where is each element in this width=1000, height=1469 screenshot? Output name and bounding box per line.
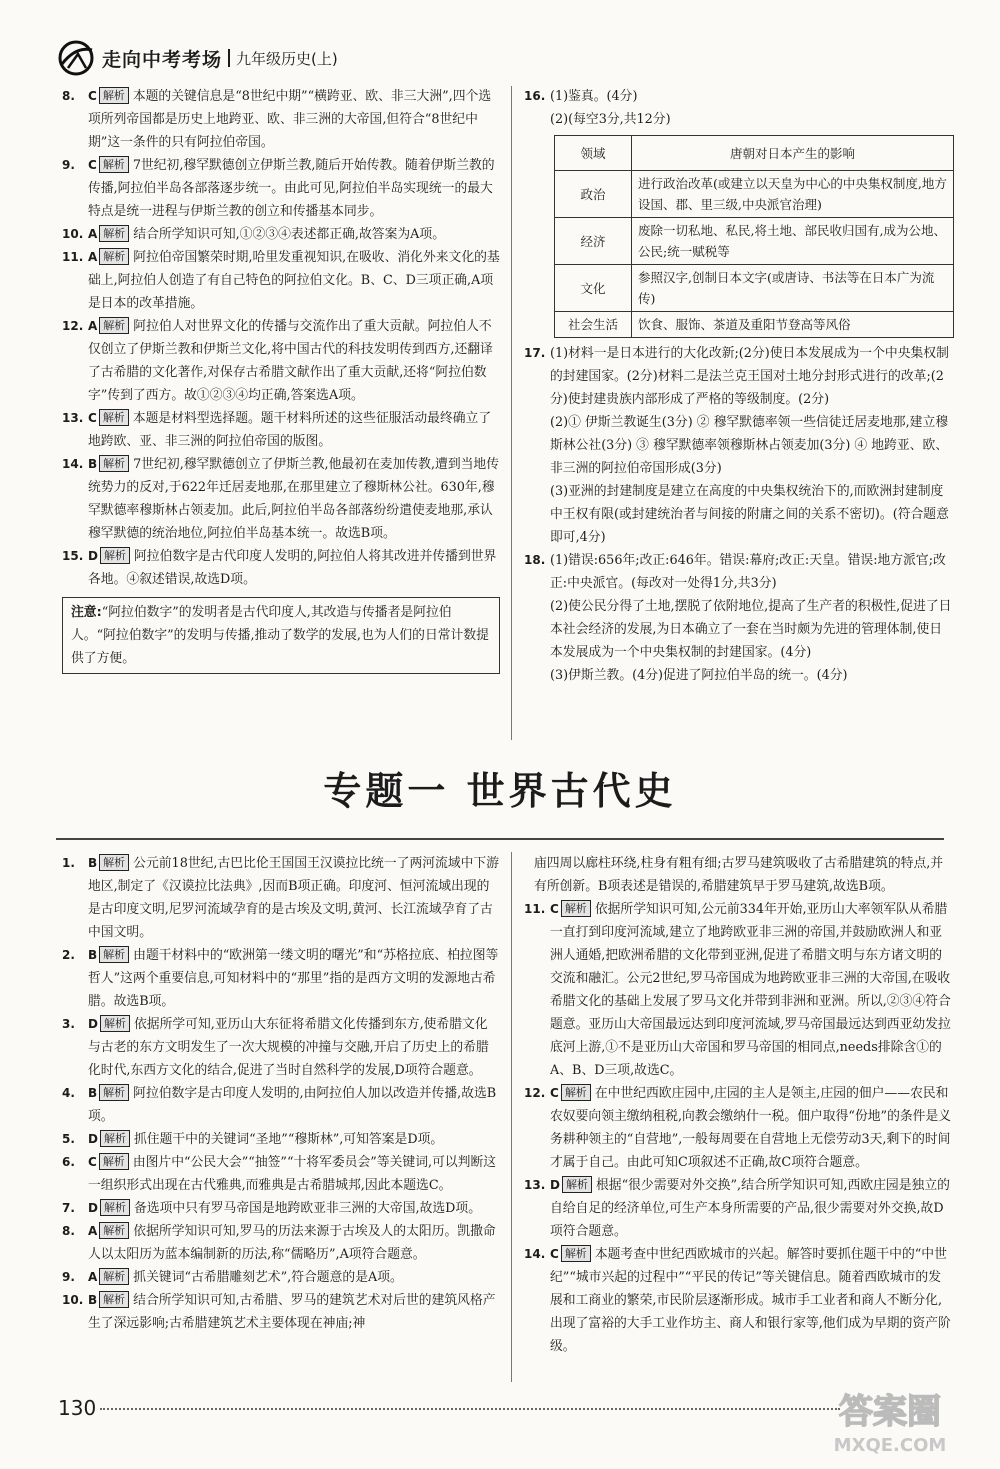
analysis-tag: 解析 (99, 156, 129, 173)
analysis-tag: 解析 (99, 248, 129, 265)
analysis-tag: 解析 (99, 455, 129, 472)
answer-part-1: (1)错误:656年;改正:646年。错误:幕府;改正:天皇。错误:地方派官;改正:中央派官。(每改对一处得1分,共3分) (550, 553, 946, 591)
answer-item (62, 223, 500, 246)
answer-item (62, 1151, 500, 1197)
item-number: 15. (62, 549, 84, 563)
answer-item (62, 852, 500, 944)
answer-item-16 (524, 85, 952, 108)
item-number: 11. (524, 902, 546, 916)
answer-choice: A (88, 227, 98, 241)
analysis-tag: 解析 (99, 409, 129, 426)
answer-choice: D (88, 1017, 98, 1031)
analysis-text: 抓关键词“古希腊雕刻艺术”,符合题意的是A项。 (133, 1270, 403, 1285)
table-row (555, 265, 954, 312)
item-number: 16. (524, 89, 546, 103)
analysis-text: 本题考查中世纪西欧城市的兴起。解答时要抓住题干中的“中世纪”“城市兴起的过程中”“平民的传记”等关键信息。随着西欧城市的发展和工商业的繁荣,市民阶层逐渐形成。城市手工业者和商人不断分化,出现了富裕的大手工业作坊主、商人和银行家等,他们成为早期的资产阶级。 (550, 1247, 951, 1354)
continued-text: 庙四周以廊柱环绕,柱身有粗有细;古罗马建筑吸收了古希腊建筑的特点,并有所创新。B项表述是错误的,希腊建筑早于罗马建筑,故选B项。 (534, 856, 944, 894)
answer-item-18 (524, 549, 952, 595)
answer-item (62, 1220, 500, 1266)
item-number: 18. (524, 553, 546, 567)
influence-table (554, 135, 954, 338)
answer-item (62, 246, 500, 315)
item-number: 6. (62, 1155, 75, 1169)
svg-text:答案圈: 答案圈 (839, 1392, 941, 1432)
analysis-tag: 解析 (99, 1291, 129, 1308)
left-bottom-column (62, 852, 500, 1335)
analysis-text: 依据所学知识可知,罗马的历法来源于古埃及人的太阳历。凯撒命人以太阳历为蓝本编制新的历法,称“儒略历”,A项符合题意。 (88, 1224, 496, 1262)
item-number: 12. (62, 319, 84, 333)
note-box (62, 597, 500, 674)
answer-item (62, 1082, 500, 1128)
answer-part-2: (2)(每空3分,共12分) (550, 112, 671, 127)
table-header-cell: 唐朝对日本产生的影响 (632, 136, 954, 171)
answer-item (62, 85, 500, 154)
analysis-tag: 解析 (99, 1222, 129, 1239)
answer-item (524, 1174, 952, 1243)
answer-item (62, 545, 500, 591)
table-row (555, 312, 954, 338)
answer-item (62, 1266, 500, 1289)
item-number: 8. (62, 1224, 75, 1238)
analysis-text: 备选项中只有罗马帝国是地跨欧亚非三洲的大帝国,故选D项。 (133, 1201, 482, 1216)
analysis-tag: 解析 (561, 1084, 591, 1101)
analysis-tag: 解析 (99, 87, 129, 104)
left-top-column (62, 85, 500, 674)
answer-choice: D (88, 1201, 98, 1215)
answer-choice: B (88, 457, 98, 471)
table-field-cell: 社会生活 (555, 312, 632, 338)
analysis-tag: 解析 (561, 1245, 591, 1262)
answer-choice: C (550, 1086, 559, 1100)
item-number: 10. (62, 227, 84, 241)
analysis-text: 本题是材料型选择题。题干材料所述的这些征服活动最终确立了地跨欧、亚、非三洲的阿拉伯帝国的版图。 (88, 411, 492, 449)
analysis-tag: 解析 (100, 1199, 130, 1216)
answer-item (62, 154, 500, 223)
item-number: 4. (62, 1086, 75, 1100)
answer-part-2: (2)① 伊斯兰教诞生(3分) ② 穆罕默德率领一些信徒迁居麦地那,建立穆斯林公社(3分) ③ 穆罕默德率领穆斯林占领麦加(3分) ④ 地跨亚、欧、非三洲的阿拉伯帝国形成(3分) (550, 415, 949, 476)
item-number: 14. (62, 457, 84, 471)
analysis-text: 根据“很少需要对外交换”,结合所学知识可知,西欧庄园是独立的自给自足的经济单位,可生产本身所需要的产品,很少需要对外交换,故D项符合题意。 (550, 1178, 950, 1239)
answer-choice: C (88, 1155, 97, 1169)
answer-choice: B (88, 948, 98, 962)
answer-choice: C (88, 89, 97, 103)
right-top-column (524, 85, 952, 687)
answer-choice: D (88, 1132, 98, 1146)
analysis-tag: 解析 (562, 1176, 592, 1193)
analysis-text: 公元前18世纪,古巴比伦王国国王汉谟拉比统一了两河流域中下游地区,制定了《汉谟拉比法典》,因而B项正确。印度河、恒河流域出现的是古印度文明,尼罗河流域孕育的是古埃及文明,黄河、长江流域孕育了古中国文明。 (88, 856, 500, 940)
analysis-text: 本题的关键信息是“8世纪中期”“横跨亚、欧、非三大洲”,四个选项所列帝国都是历史上地跨亚、欧、非三洲的大帝国,但符合“8世纪中期”这一条件的只有阿拉伯帝国。 (88, 89, 492, 150)
table-row (555, 218, 954, 265)
analysis-text: 依据所学知识可知,公元前334年开始,亚历山大率领军队从希腊一直打到印度河流域,建立了地跨欧亚非三洲的帝国,并鼓励欧洲人和亚洲人通婚,把欧洲希腊的文化带到亚洲,促进了希腊文明与东方诸文明的交流和融汇。公元2世纪,罗马帝国成为地跨欧亚非三洲的大帝国,在吸收希腊文化的基础上发展了罗马文化并带到非洲和亚洲。所以,②③④符合题意。亚历山大帝国最远达到印度河流域,罗马帝国最远达到西亚幼发拉底河上游,①不是亚历山大帝国和罗马帝国的相同点,needs排除含①的A、B、D三项,故选C。 (550, 902, 951, 1078)
answer-item-17 (524, 342, 952, 411)
answer-part-2: (2)使公民分得了土地,摆脱了依附地位,提高了生产者的积极性,促进了日本社会经济的发展,为日本确立了一套在当时颇为先进的管理体制,使日本发展成为一个中央集权制的封建国家。(4分) (550, 599, 952, 660)
item-number: 9. (62, 158, 75, 172)
analysis-text: 7世纪初,穆罕默德创立伊斯兰教,随后开始传教。随着伊斯兰教的传播,阿拉伯半岛各部落逐步统一。由此可见,阿拉伯半岛实现统一的最大特点是统一进程与伊斯兰教的创立和传播基本同步。 (88, 158, 495, 219)
logo-icon (56, 38, 96, 78)
answer-choice: C (88, 411, 97, 425)
analysis-text: 在中世纪西欧庄园中,庄园的主人是领主,庄园的佃户——农民和农奴要向领主缴纳租税,向教会缴纳什一税。佃户取得“份地”的条件是义务耕种领主的“自营地”,一般每周要在自营地上无偿劳动3天,剩下的时间才属于自己。由此可知C项叙述不正确,故C项符合题意。 (550, 1086, 952, 1170)
answer-item (62, 1128, 500, 1151)
analysis-tag: 解析 (99, 1084, 129, 1101)
section-title: 专题一 世界古代史 (323, 769, 677, 813)
item-number: 5. (62, 1132, 75, 1146)
item-number: 11. (62, 250, 84, 264)
answer-choice: B (88, 1293, 98, 1307)
page-header (56, 38, 338, 78)
analysis-text: 抓住题干中的关键词“圣地”“穆斯林”,可知答案是D项。 (133, 1132, 444, 1147)
page-number: 130 (58, 1396, 97, 1420)
answer-choice: B (88, 856, 98, 870)
column-divider-bottom (511, 852, 512, 1382)
answer-item (524, 1243, 952, 1358)
analysis-text: 阿拉伯帝国繁荣时期,哈里发重视知识,在吸收、消化外来文化的基础上,阿拉伯人创造了有自己特色的阿拉伯文化。B、C、D三项正确,A项是日本的改革措施。 (88, 250, 500, 311)
item-number: 3. (62, 1017, 75, 1031)
analysis-text: 阿拉伯人对世界文化的传播与交流作出了重大贡献。阿拉伯人不仅创立了伊斯兰教和伊斯兰文化,将中国古代的科技发明传到西方,还翻译了古希腊的文化著作,对保存古希腊文献作出了重大贡献,还将“阿拉伯数字”传到了西方。故①②③④均正确,答案选A项。 (88, 319, 493, 403)
answer-item (62, 407, 500, 453)
table-content-cell: 饮食、服饰、茶道及重阳节登高等风俗 (632, 312, 954, 338)
analysis-text: 7世纪初,穆罕默德创立了伊斯兰教,他最初在麦加传教,遭到当地传统势力的反对,于622年迁居麦地那,在那里建立了穆斯林公社。630年,穆罕默德率穆斯林占领麦加。此后,阿拉伯半岛各部落纷纷遣使麦地那,承认穆罕默德的统治地位,阿拉伯半岛基本统一。故选B项。 (88, 457, 500, 541)
table-content-cell: 废除一切私地、私民,将土地、部民收归国有,成为公地、公民;统一赋税等 (632, 218, 954, 265)
right-bottom-column (524, 852, 952, 1358)
answer-choice: A (88, 250, 98, 264)
table-content-cell: 参照汉字,创制日本文字(或唐诗、书法等在日本广为流传) (632, 265, 954, 312)
item-number: 9. (62, 1270, 75, 1284)
analysis-text: 结合所学知识可知,①②③④表述都正确,故答案为A项。 (133, 227, 446, 242)
answer-part-1: (1)材料一是日本进行的大化改新;(2分)使日本发展成为一个中央集权制的封建国家。(2分)材料二是法兰克王国对土地分封形式进行的改革;(2分)使封建贵族内部形成了严格的等级制度。(2分) (550, 346, 949, 407)
analysis-text: 由题干材料中的“欧洲第一缕文明的曙光”和“苏格拉底、柏拉图等哲人”这两个重要信息,可知材料中的“那里”指的是西方文明的发源地古希腊。故选B项。 (88, 948, 499, 1009)
analysis-tag: 解析 (99, 854, 129, 871)
answer-choice: D (88, 549, 98, 563)
analysis-text: 依据所学可知,亚历山大东征将希腊文化传播到东方,使希腊文化与古老的东方文明发生了一次大规模的冲撞与交融,开启了历史上的希腊化时代,东西方文化的结合,促进了当时自然科学的发展,D项符合题意。 (88, 1017, 489, 1078)
answer-part-3: (3)伊斯兰教。(4分)促进了阿拉伯半岛的统一。(4分) (550, 668, 848, 683)
analysis-tag: 解析 (99, 317, 129, 334)
answer-choice: B (88, 1086, 98, 1100)
watermark-logo (815, 1385, 965, 1460)
analysis-text: 由图片中“公民大会”“抽签”“十将军委员会”等关键词,可以判断这一组织形式出现在古代雅典,而雅典是古希腊城邦,因此本题选C。 (88, 1155, 497, 1193)
table-field-cell: 经济 (555, 218, 632, 265)
item-number: 17. (524, 346, 546, 360)
note-text: “阿拉伯数字”的发明者是古代印度人,其改造与传播者是阿拉伯人。“阿拉伯数字”的发明与传播,推动了数学的发展,也为人们的日常计数提供了方便。 (71, 605, 489, 666)
answer-choice: C (550, 902, 559, 916)
answer-part-3: (3)亚洲的封建制度是建立在高度的中央集权统治下的,而欧洲封建制度中王权有限(或封建统治者与间接的附庸之间的关系不密切)。(符合题意即可,4分) (550, 484, 949, 545)
answer-item (62, 315, 500, 407)
table-field-cell: 文化 (555, 265, 632, 312)
analysis-tag: 解析 (561, 900, 591, 917)
analysis-text: 阿拉伯数字是古代印度人发明的,阿拉伯人将其改进并传播到世界各地。④叙述错误,故选D项。 (88, 549, 497, 587)
item-number: 2. (62, 948, 75, 962)
answer-item (62, 453, 500, 545)
answer-item (62, 1289, 500, 1335)
table-header-cell: 领域 (555, 136, 632, 171)
item-number: 10. (62, 1293, 84, 1307)
answer-choice: A (88, 1224, 98, 1238)
item-number: 8. (62, 89, 75, 103)
analysis-tag: 解析 (99, 1153, 129, 1170)
answer-choice: C (550, 1247, 559, 1261)
analysis-text: 结合所学知识可知,古希腊、罗马的建筑艺术对后世的建筑风格产生了深远影响;古希腊建筑艺术主要体现在神庙;神 (88, 1293, 496, 1331)
table-field-cell: 政治 (555, 171, 632, 218)
column-divider-top (511, 86, 512, 740)
answer-choice: D (550, 1178, 560, 1192)
analysis-tag: 解析 (100, 1130, 130, 1147)
analysis-tag: 解析 (99, 1268, 129, 1285)
svg-text:MXQE.COM: MXQE.COM (833, 1435, 947, 1456)
answer-item (524, 898, 952, 1082)
item-number: 7. (62, 1201, 75, 1215)
subject-label: 九年级历史(上) (236, 49, 338, 68)
section-title-rule (56, 838, 944, 840)
answer-item (62, 1197, 500, 1220)
answer-item (62, 1013, 500, 1082)
brand-name: 走向中考考场 (102, 48, 223, 71)
item-number: 1. (62, 856, 75, 870)
item-number: 14. (524, 1247, 546, 1261)
item-number: 13. (62, 411, 84, 425)
analysis-tag: 解析 (99, 225, 129, 242)
answer-choice: C (88, 158, 97, 172)
table-content-cell: 进行政治改革(或建立以天皇为中心的中央集权制度,地方设国、郡、里三级,中央派官治理) (632, 171, 954, 218)
analysis-text: 阿拉伯数字是古印度人发明的,由阿拉伯人加以改造并传播,故选B项。 (88, 1086, 497, 1124)
item-number: 13. (524, 1178, 546, 1192)
analysis-tag: 解析 (100, 1015, 130, 1032)
answer-item (524, 1082, 952, 1174)
analysis-tag: 解析 (100, 547, 130, 564)
answer-choice: A (88, 1270, 98, 1284)
header-separator (228, 49, 230, 67)
footer-rule (100, 1408, 840, 1410)
table-row (555, 171, 954, 218)
item-number: 12. (524, 1086, 546, 1100)
answer-part-1: (1)鉴真。(4分) (550, 89, 638, 104)
analysis-tag: 解析 (99, 946, 129, 963)
answer-item (62, 944, 500, 1013)
answer-choice: A (88, 319, 98, 333)
note-label: 注意: (71, 605, 102, 620)
